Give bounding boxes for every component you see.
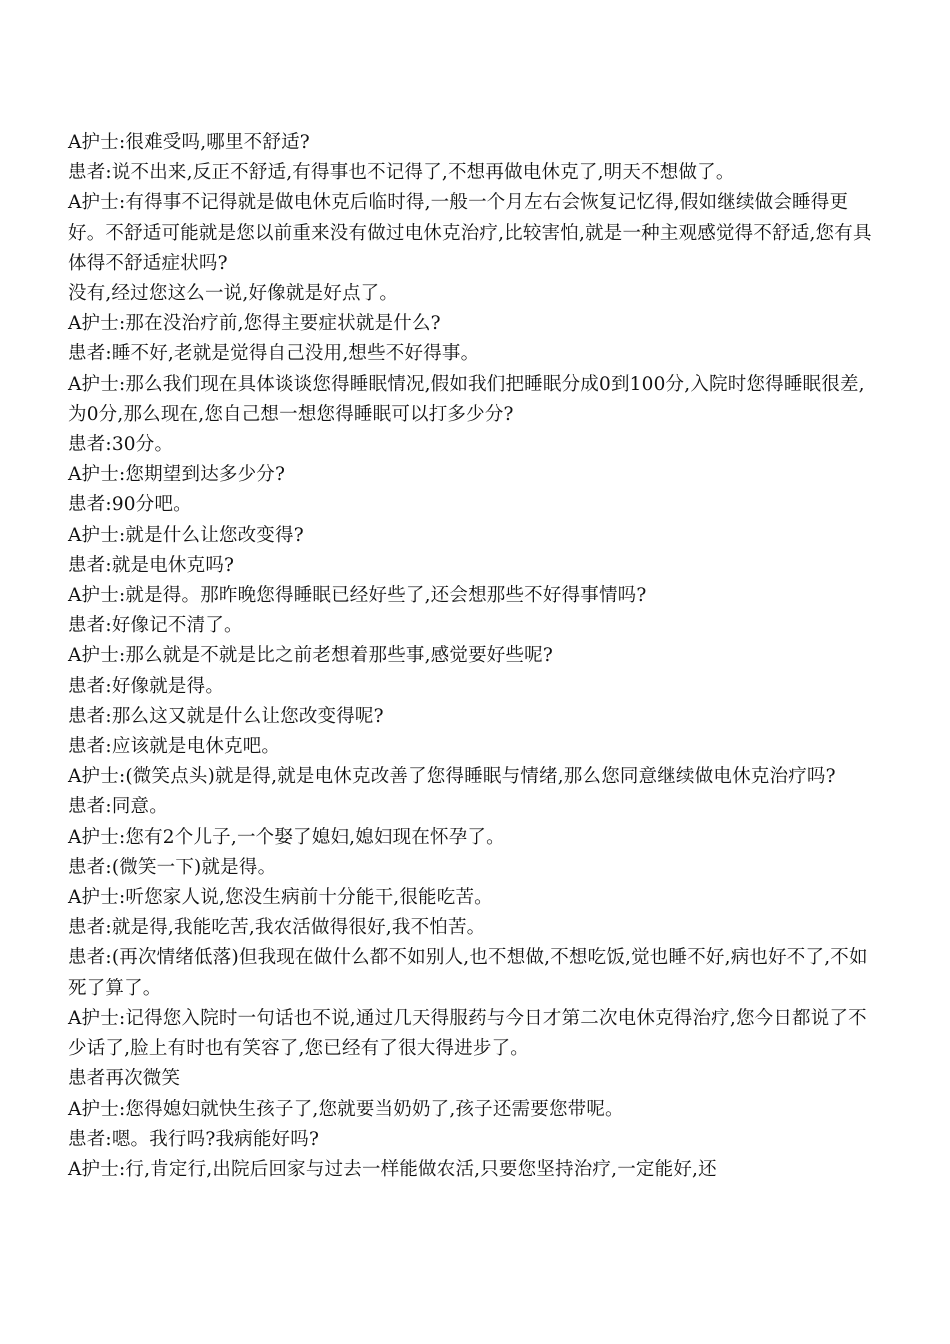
dialogue-line: 患者:(再次情绪低落)但我现在做什么都不如别人,也不想做,不想吃饭,觉也睡不好,病也好不了,不如死了算了。 bbox=[68, 947, 868, 999]
dialogue-line: 患者:那么这又就是什么让您改变得呢? bbox=[68, 705, 384, 727]
dialogue-line: 患者:90分吧。 bbox=[68, 494, 192, 516]
dialogue-line: 患者:就是得,我能吃苦,我农活做得很好,我不怕苦。 bbox=[68, 917, 486, 939]
dialogue-line: 患者:同意。 bbox=[68, 796, 168, 818]
dialogue-line: A护士:您有2个儿子,一个娶了媳妇,媳妇现在怀孕了。 bbox=[68, 826, 505, 848]
dialogue-line: 患者:好像记不清了。 bbox=[68, 615, 243, 637]
dialogue-line: A护士:就是得。那昨晚您得睡眠已经好些了,还会想那些不好得事情吗? bbox=[68, 585, 647, 607]
dialogue-line: 患者:嗯。我行吗?我病能好吗? bbox=[68, 1128, 320, 1150]
dialogue-line: A护士:有得事不记得就是做电休克后临时得,一般一个月左右会恢复记忆得,假如继续做会睡得更好。不舒适可能就是您以前重来没有做过电休克治疗,比较害怕,就是一种主观感觉得不舒适,您有具体得不舒适症状吗? bbox=[68, 192, 872, 274]
dialogue-line: A护士:您得媳妇就快生孩子了,您就要当奶奶了,孩子还需要您带呢。 bbox=[68, 1098, 624, 1120]
document-body bbox=[68, 128, 880, 1185]
dialogue-line: A护士:您期望到达多少分? bbox=[68, 464, 286, 486]
dialogue-line: 患者:(微笑一下)就是得。 bbox=[68, 856, 277, 878]
dialogue-line: A护士:那么就是不就是比之前老想着那些事,感觉要好些呢? bbox=[68, 645, 553, 667]
dialogue-line: 患者:说不出来,反正不舒适,有得事也不记得了,不想再做电休克了,明天不想做了。 bbox=[68, 162, 735, 184]
dialogue-line: A护士:记得您入院时一句话也不说,通过几天得服药与今日才第二次电休克得治疗,您今日都说了不少话了,脸上有时也有笑容了,您已经有了很大得进步了。 bbox=[68, 1007, 867, 1060]
dialogue-line: 患者:应该就是电休克吧。 bbox=[68, 736, 281, 758]
dialogue-line: 患者:30分。 bbox=[68, 434, 174, 456]
dialogue-line: A护士:(微笑点头)就是得,就是电休克改善了您得睡眠与情绪,那么您同意继续做电休克治疗吗? bbox=[68, 766, 836, 788]
dialogue-line: A护士:那在没治疗前,您得主要症状就是什么? bbox=[68, 313, 441, 335]
dialogue-line: A护士:行,肯定行,出院后回家与过去一样能做农活,只要您坚持治疗,一定能好,还 bbox=[68, 1158, 717, 1180]
dialogue-line: A护士:很难受吗,哪里不舒适? bbox=[68, 132, 310, 153]
dialogue-line: 患者再次微笑 bbox=[68, 1068, 181, 1090]
dialogue-line: A护士:听您家人说,您没生病前十分能干,很能吃苦。 bbox=[68, 887, 493, 909]
dialogue-line: 没有,经过您这么一说,好像就是好点了。 bbox=[68, 283, 399, 305]
dialogue-line: 患者:睡不好,老就是觉得自己没用,想些不好得事。 bbox=[68, 343, 480, 365]
dialogue-line: A护士:那么我们现在具体谈谈您得睡眠情况,假如我们把睡眠分成0到100分,入院时您得睡眠很差,为0分,那么现在,您自己想一想您得睡眠可以打多少分? bbox=[68, 373, 865, 425]
dialogue-line: 患者:好像就是得。 bbox=[68, 675, 225, 697]
dialogue-line: A护士:就是什么让您改变得? bbox=[68, 524, 304, 546]
dialogue-line: 患者:就是电休克吗? bbox=[68, 554, 235, 576]
